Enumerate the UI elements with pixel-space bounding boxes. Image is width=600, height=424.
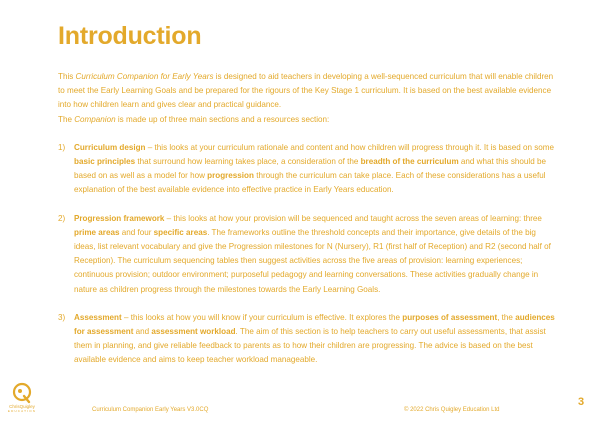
section-key-term: breadth of the curriculum	[360, 157, 459, 167]
intro-text: This	[58, 72, 76, 81]
page-number: 3	[578, 396, 585, 408]
section-text-run: and what this should be based on as well as a model for how	[74, 157, 546, 181]
intro-paragraph-1	[58, 70, 558, 113]
section-text-run: through the curriculum can take place. Each of these considerations has a useful explanation of the best available evidence into effective practice in Early Years education.	[74, 171, 546, 195]
logo-mark-icon	[11, 382, 33, 404]
section-item	[58, 212, 558, 297]
sections-list	[58, 141, 558, 368]
section-key-term: Curriculum design	[74, 142, 146, 152]
footer-copyright: © 2022 Chris Quigley Education Ltd	[404, 407, 500, 413]
section-key-term: basic principles	[74, 157, 136, 167]
section-key-term: progression	[207, 171, 254, 181]
intro-text: The	[58, 114, 75, 124]
section-number: 3)	[58, 312, 66, 322]
section-text-run: . The frameworks outline the threshold concepts and their importance, give details of the big ideas, list relevant vocabulary and give the Progression milestones for N (Nursery), R1 (first half of Reception) and R2 (second half of Reception). The curriculum sequencing tables then suggest activities across the five areas of provision: learning experiences; continuous provision; outdoor environment; purposeful pedagogy and learning conversations. These activities gradually change in nature as children progress through the milestones towards the Early Learning Goals.	[74, 227, 551, 294]
section-key-term: Assessment	[74, 312, 122, 322]
intro-text: is made up of three main sections and a resources section:	[115, 114, 330, 124]
section-key-term: purposes of assessment	[402, 312, 498, 322]
section-key-term: assessment workload	[151, 327, 236, 337]
brand-logo	[6, 382, 38, 413]
page-title: Introduction	[58, 22, 202, 50]
section-key-term: specific areas	[153, 227, 208, 237]
footer-document-title: Curriculum Companion Early Years V3.0CQ	[92, 407, 209, 413]
section-text-run: – this looks at how your provision will be sequenced and taught across the seven areas of learning: three	[164, 213, 542, 223]
intro-paragraph-2	[58, 113, 558, 127]
intro-italic-companion: Companion	[74, 114, 116, 124]
section-number: 1)	[58, 142, 66, 152]
section-text	[74, 141, 558, 198]
section-text-run: , the	[497, 312, 516, 322]
section-item	[58, 141, 558, 198]
section-number: 2)	[58, 213, 66, 223]
section-key-term: prime areas	[74, 227, 120, 237]
intro-italic-title: Curriculum Companion for Early Years	[75, 72, 214, 81]
logo-subtitle: EDUCATION	[7, 409, 37, 413]
section-text-run: and	[133, 327, 152, 337]
intro-text: is designed to aid teachers in developing a well-sequenced curriculum that will enable children to meet the Early Learning Goals and be prepared for the rigours of the Key Stage 1 curriculum. It is based on the best available evidence into how children learn and gives clear and practical guidance.	[58, 72, 554, 110]
section-text-run: – this looks at your curriculum rationale and content and how children will progress through it. It is based on some	[145, 142, 555, 152]
logo-name: ChrisQuigley	[9, 404, 35, 409]
body-text	[58, 70, 558, 368]
section-key-term: Progression framework	[74, 213, 165, 223]
section-text-run: – this looks at how you will know if your curriculum is effective. It explores the	[121, 312, 403, 322]
section-text-run: . The aim of this section is to help teachers to carry out useful assessments, that assist them in planning, and give reliable feedback to parents as to how their children are progressing. The advice is based on the best available evidence and aims to keep teacher workload manageable.	[74, 327, 546, 365]
section-text-run: and four	[119, 227, 154, 237]
section-text	[74, 212, 558, 297]
section-item	[58, 311, 558, 368]
section-text	[74, 311, 558, 368]
section-text-run: that surround how learning takes place, a consideration of the	[135, 157, 361, 167]
section-key-term: audiences for assessment	[74, 312, 555, 337]
